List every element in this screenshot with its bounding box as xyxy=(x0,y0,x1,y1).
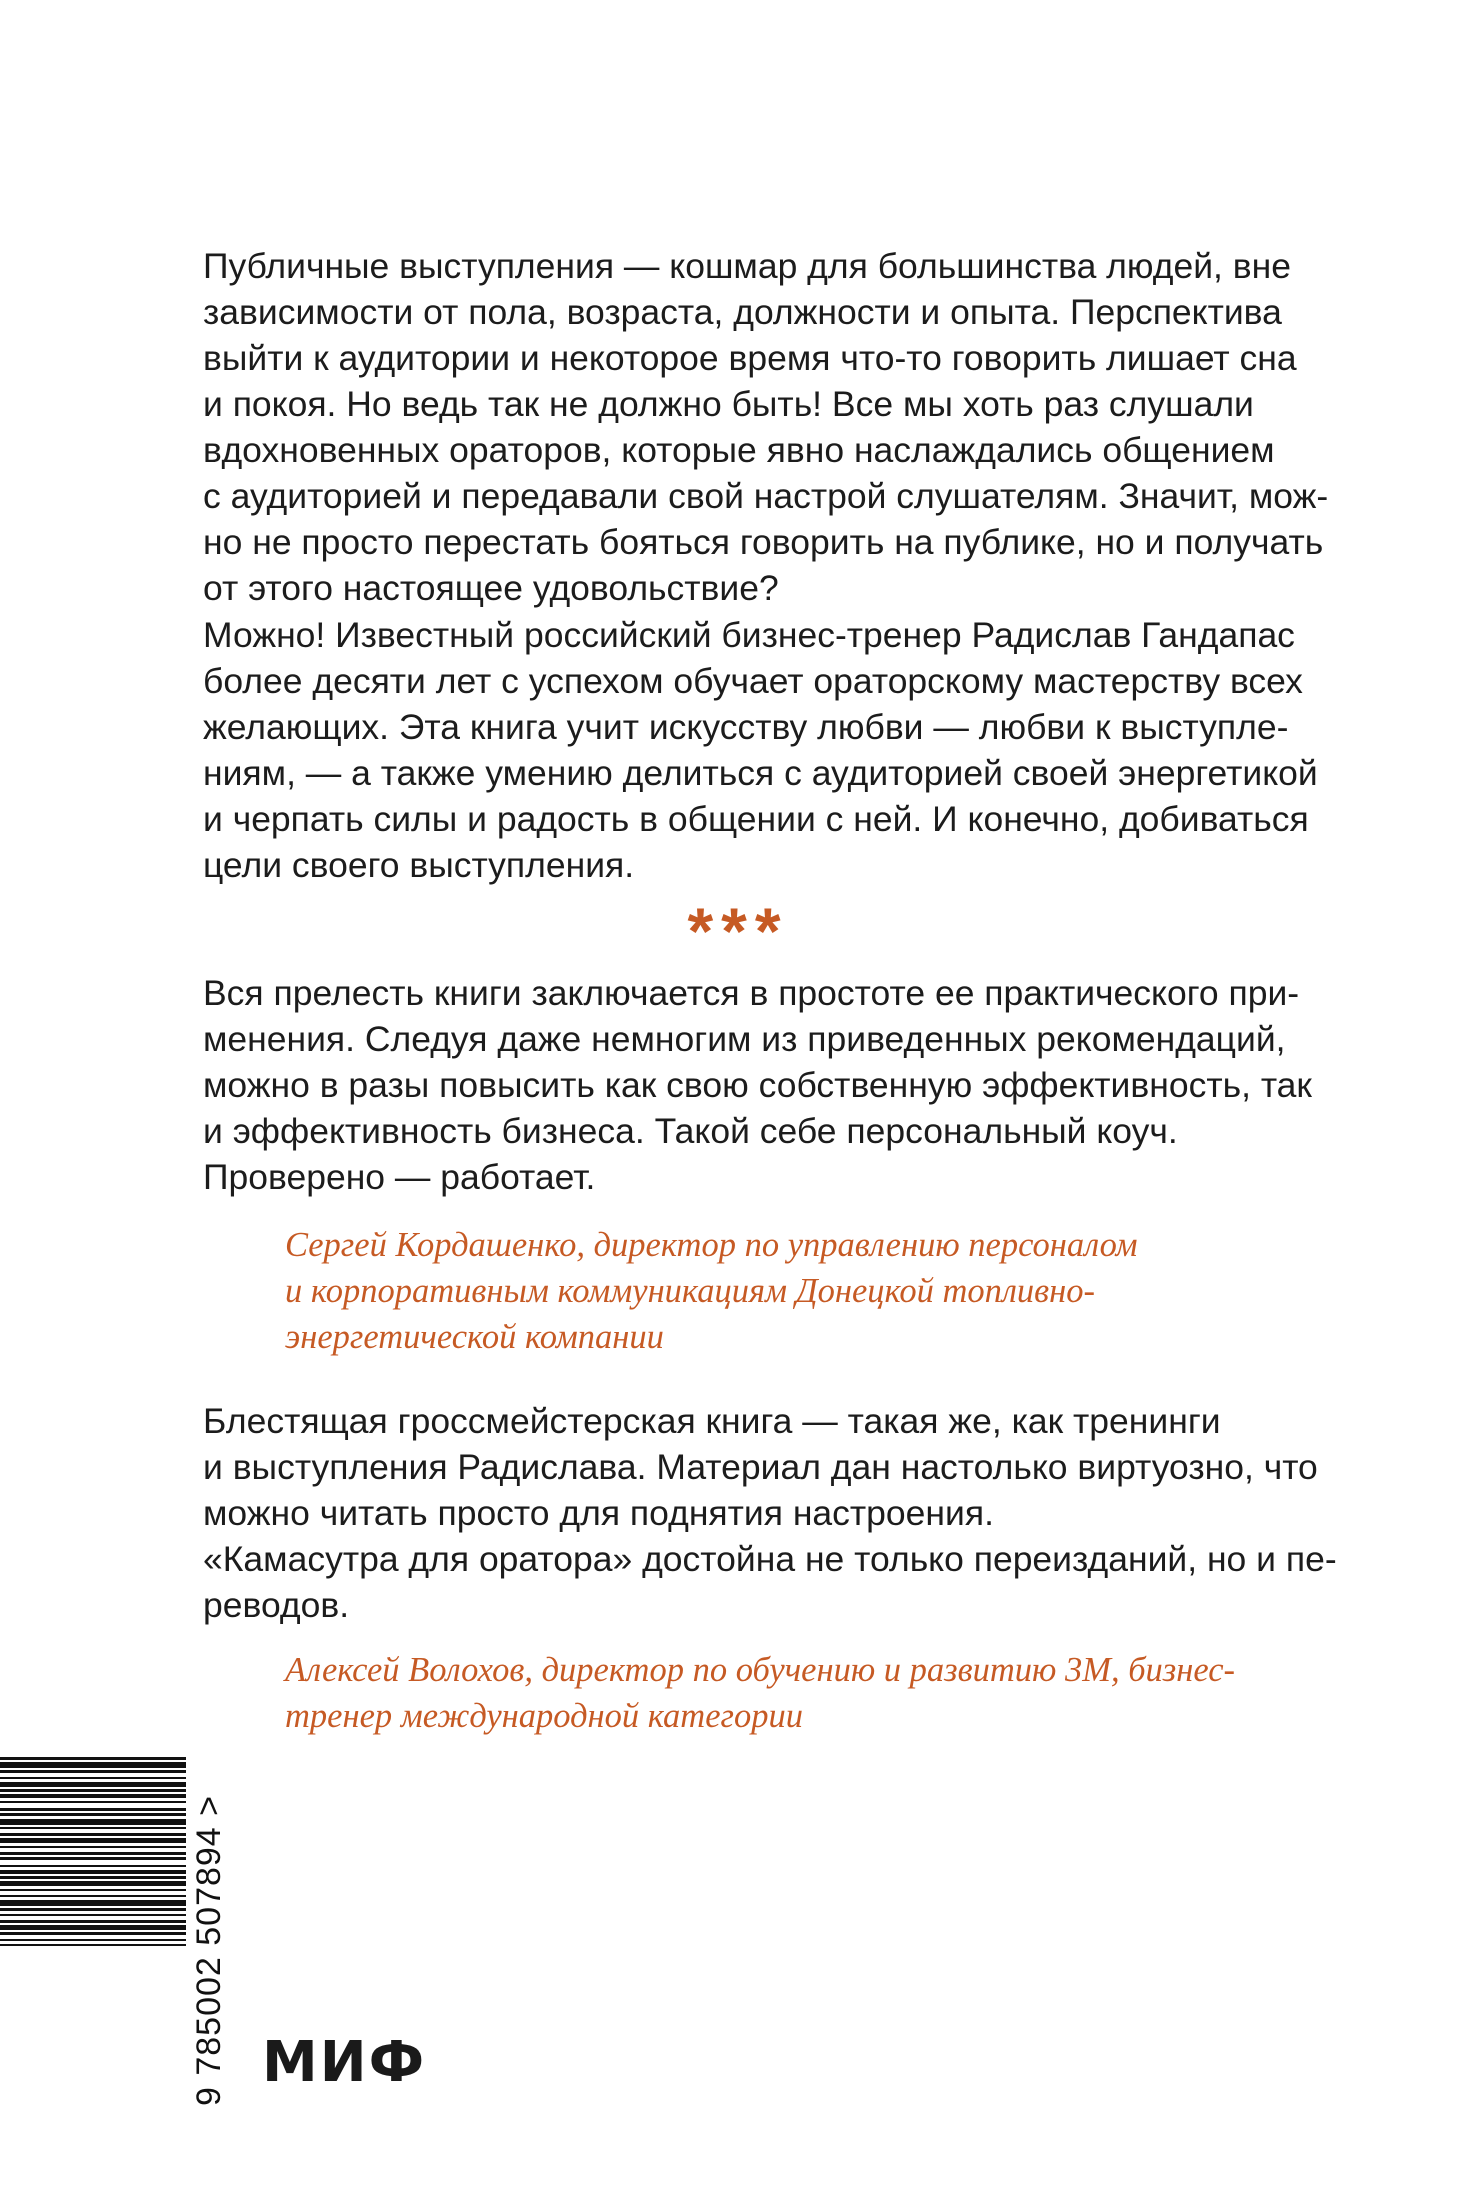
barcode-bar xyxy=(0,1925,186,1930)
barcode-bar xyxy=(0,1944,186,1946)
text-line: Проверено — работает. xyxy=(203,1157,596,1197)
section-divider: *** xyxy=(687,894,789,968)
barcode-bar xyxy=(0,1920,186,1923)
author-line: тренер международной категории xyxy=(285,1697,803,1735)
barcode-bar xyxy=(0,1808,186,1811)
barcode-bar xyxy=(0,1852,186,1855)
barcode-bar xyxy=(0,1833,186,1836)
author-line: Сергей Кордашенко, директор по управлению персоналом xyxy=(285,1226,1138,1264)
barcode-bar xyxy=(0,1782,186,1787)
review-2-text xyxy=(203,1398,1353,1628)
barcode-bar xyxy=(0,1857,186,1860)
barcode-bars xyxy=(0,1757,186,2112)
publisher-logo: МИФ xyxy=(262,2030,427,2095)
barcode-bar xyxy=(0,1838,186,1843)
review-1-author xyxy=(285,1222,1365,1360)
text-line: но не просто перестать бояться говорить на публике, но и получать xyxy=(203,522,1324,562)
text-line: и выступления Радислава. Материал дан настолько виртуозно, что xyxy=(203,1447,1318,1487)
author-line: Алексей Волохов, директор по обучению и развитию 3M, бизнес- xyxy=(285,1651,1236,1689)
review-2-author xyxy=(285,1647,1365,1739)
text-line: и покоя. Но ведь так не должно быть! Все мы хоть раз слушали xyxy=(203,384,1254,424)
text-line: реводов. xyxy=(203,1585,350,1625)
barcode-bar xyxy=(0,1939,186,1941)
text-line: более десяти лет с успехом обучает ораторскому мастерству всех xyxy=(203,661,1303,701)
barcode-bar xyxy=(0,1770,186,1773)
barcode-bar xyxy=(0,1801,186,1803)
isbn-number: 9 785002 507894 > xyxy=(190,1794,228,2106)
text-line: с аудиторией и передавали свой настрой слушателям. Значит, мож- xyxy=(203,476,1329,516)
barcode-bar xyxy=(0,1914,186,1916)
text-line: ниям, — а также умению делиться с аудиторией своей энергетикой xyxy=(203,753,1318,793)
author-line: и корпоративным коммуникациям Донецкой топливно- xyxy=(285,1272,1096,1310)
text-line: вдохновенных ораторов, которые явно наслаждались общением xyxy=(203,430,1275,470)
barcode-bar xyxy=(0,1908,186,1911)
text-line: желающих. Эта книга учит искусству любви — любви к выступле- xyxy=(203,707,1289,747)
barcode-bar xyxy=(0,1865,186,1867)
barcode-bar xyxy=(0,1900,186,1906)
text-line: «Камасутра для оратора» достойна не только переизданий, но и пе- xyxy=(203,1539,1337,1579)
text-line: цели своего выступления. xyxy=(203,845,635,885)
barcode-bar xyxy=(0,1789,186,1792)
barcode-bar xyxy=(0,1777,186,1779)
text-line: зависимости от пола, возраста, должности и опыта. Перспектива xyxy=(203,292,1282,332)
text-line: и черпать силы и радость в общении с ней. И конечно, добиваться xyxy=(203,799,1309,839)
barcode-bar xyxy=(0,1794,186,1798)
barcode-bar xyxy=(0,1932,186,1935)
barcode-bar xyxy=(0,1757,186,1760)
barcode-bar xyxy=(0,1762,186,1768)
barcode-bar xyxy=(0,1870,186,1874)
barcode-bar xyxy=(0,1895,186,1897)
author-line: энергетической компании xyxy=(285,1318,664,1356)
review-1-text xyxy=(203,970,1353,1200)
text-line: Можно! Известный российский бизнес-тренер Радислав Гандапас xyxy=(203,615,1295,655)
text-line: и эффективность бизнеса. Такой себе персональный коуч. xyxy=(203,1111,1178,1151)
barcode-bar xyxy=(0,1819,186,1825)
text-line: от этого настоящее удовольствие? xyxy=(203,568,779,608)
barcode-bar xyxy=(0,1889,186,1891)
text-line: Публичные выступления — кошмар для большинства людей, вне xyxy=(203,246,1291,286)
text-line: выйти к аудитории и некоторое время что-то говорить лишает сна xyxy=(203,338,1297,378)
text-line: Блестящая гроссмейстерская книга — такая же, как тренинги xyxy=(203,1401,1221,1441)
barcode-bar xyxy=(0,1846,186,1848)
barcode xyxy=(0,1757,186,2112)
barcode-bar xyxy=(0,1876,186,1879)
text-line: менения. Следуя даже немногим из приведенных рекомендаций, xyxy=(203,1019,1286,1059)
text-line: можно читать просто для поднятия настроения. xyxy=(203,1493,994,1533)
barcode-bar xyxy=(0,1881,186,1886)
barcode-bar xyxy=(0,1813,186,1816)
barcode-bar xyxy=(0,1827,186,1829)
blurb-paragraph-1 xyxy=(203,243,1353,611)
text-line: Вся прелесть книги заключается в простоте ее практического при- xyxy=(203,973,1300,1013)
blurb-paragraph-2 xyxy=(203,612,1353,888)
text-line: можно в разы повысить как свою собственную эффективность, так xyxy=(203,1065,1312,1105)
